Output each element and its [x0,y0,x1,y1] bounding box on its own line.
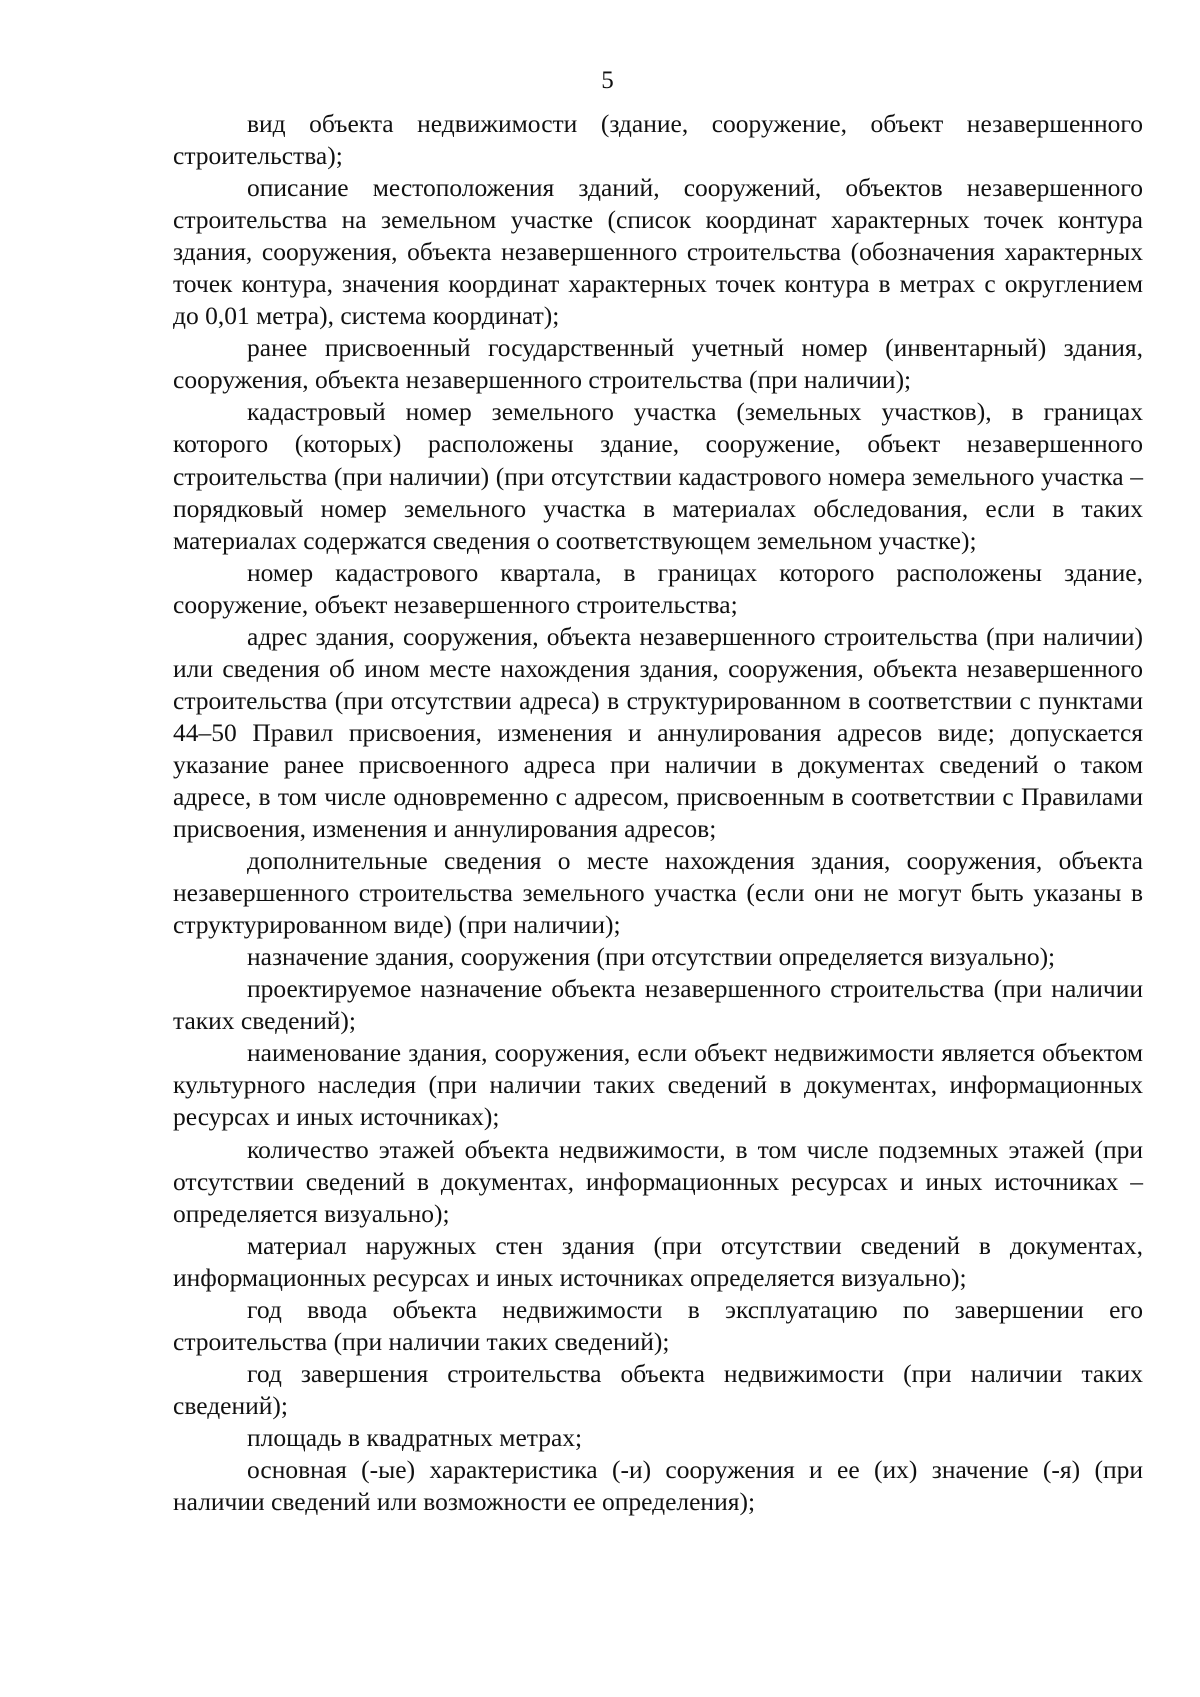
paragraph-cultural-heritage-name: наименование здания, сооружения, если объект недвижимости является объектом культурного наследия (при наличии таких сведений в документах, информационных ресурсах и иных источниках); [173,1038,1143,1132]
paragraph-area: площадь в квадратных метрах; [247,1422,583,1452]
document-body [173,108,1143,1518]
paragraph-object-type: вид объекта недвижимости (здание, сооружение, объект незавершенного строительства); [173,109,1143,171]
paragraph-main-characteristics: основная (-ые) характеристика (-и) сооружения и ее (их) значение (-я) (при наличии сведений или возможности ее определения); [173,1454,1143,1517]
paragraph-inventory-number: ранее присвоенный государственный учетный номер (инвентарный) здания, сооружения, объекта незавершенного строительства (при наличии); [173,333,1143,395]
paragraph-floor-count: количество этажей объекта недвижимости, в том числе подземных этажей (при отсутствии сведений в документах, информационных ресурсах и иных источниках – определяется визуально); [173,1134,1143,1228]
paragraph-location-description: описание местоположения зданий, сооружений, объектов незавершенного строительства на земельном участке (список координат характерных точек контура здания, сооружения, объекта незавершенного строительства (обозначения характерных точек контура, значения координат характерных точек контура в метрах с округлением до 0,01 метра), система координат); [173,173,1143,331]
paragraph-completion-year: год завершения строительства объекта недвижимости (при наличии таких сведений); [173,1358,1143,1420]
paragraph-address: адрес здания, сооружения, объекта незавершенного строительства (при наличии) или сведения об ином месте нахождения здания, сооружения, объекта незавершенного строительства (при отсутствии адреса) в структурированном в соответствии с пунктами 44–50 Правил присвоения, изменения и аннулирования адресов виде; допускается указание ранее присвоенного адреса при наличии в документах сведений о таком адресе, в том числе одновременно с адресом, присвоенным в соответствии с Правилами присвоения, изменения и аннулирования адресов; [173,621,1143,844]
paragraph-wall-material: материал наружных стен здания (при отсутствии сведений в документах, информационных ресурсах и иных источниках определяется визуально); [173,1230,1143,1292]
page-number: 5 [601,67,614,94]
paragraph-additional-location: дополнительные сведения о месте нахождения здания, сооружения, объекта незавершенного строительства земельного участка (если они не могут быть указаны в структурированном виде) (при наличии); [173,846,1143,940]
paragraph-cadastral-quarter: номер кадастрового квартала, в границах которого расположены здание, сооружение, объект незавершенного строительства; [173,557,1143,619]
paragraph-commissioning-year: год ввода объекта недвижимости в эксплуатацию по завершении его строительства (при наличии таких сведений); [173,1294,1143,1356]
paragraph-projected-purpose: проектируемое назначение объекта незавершенного строительства (при наличии таких сведений); [173,974,1143,1036]
paragraph-building-purpose: назначение здания, сооружения (при отсутствии определяется визуально); [247,942,1056,972]
paragraph-land-plot-cadastral-number: кадастровый номер земельного участка (земельных участков), в границах которого (которых) расположены здание, сооружение, объект незавершенного строительства (при наличии) (при отсутствии кадастрового номера земельного участка – порядковый номер земельного участка в материалах обследования, если в таких материалах содержатся сведения о соответствующем земельном участке); [173,397,1143,555]
